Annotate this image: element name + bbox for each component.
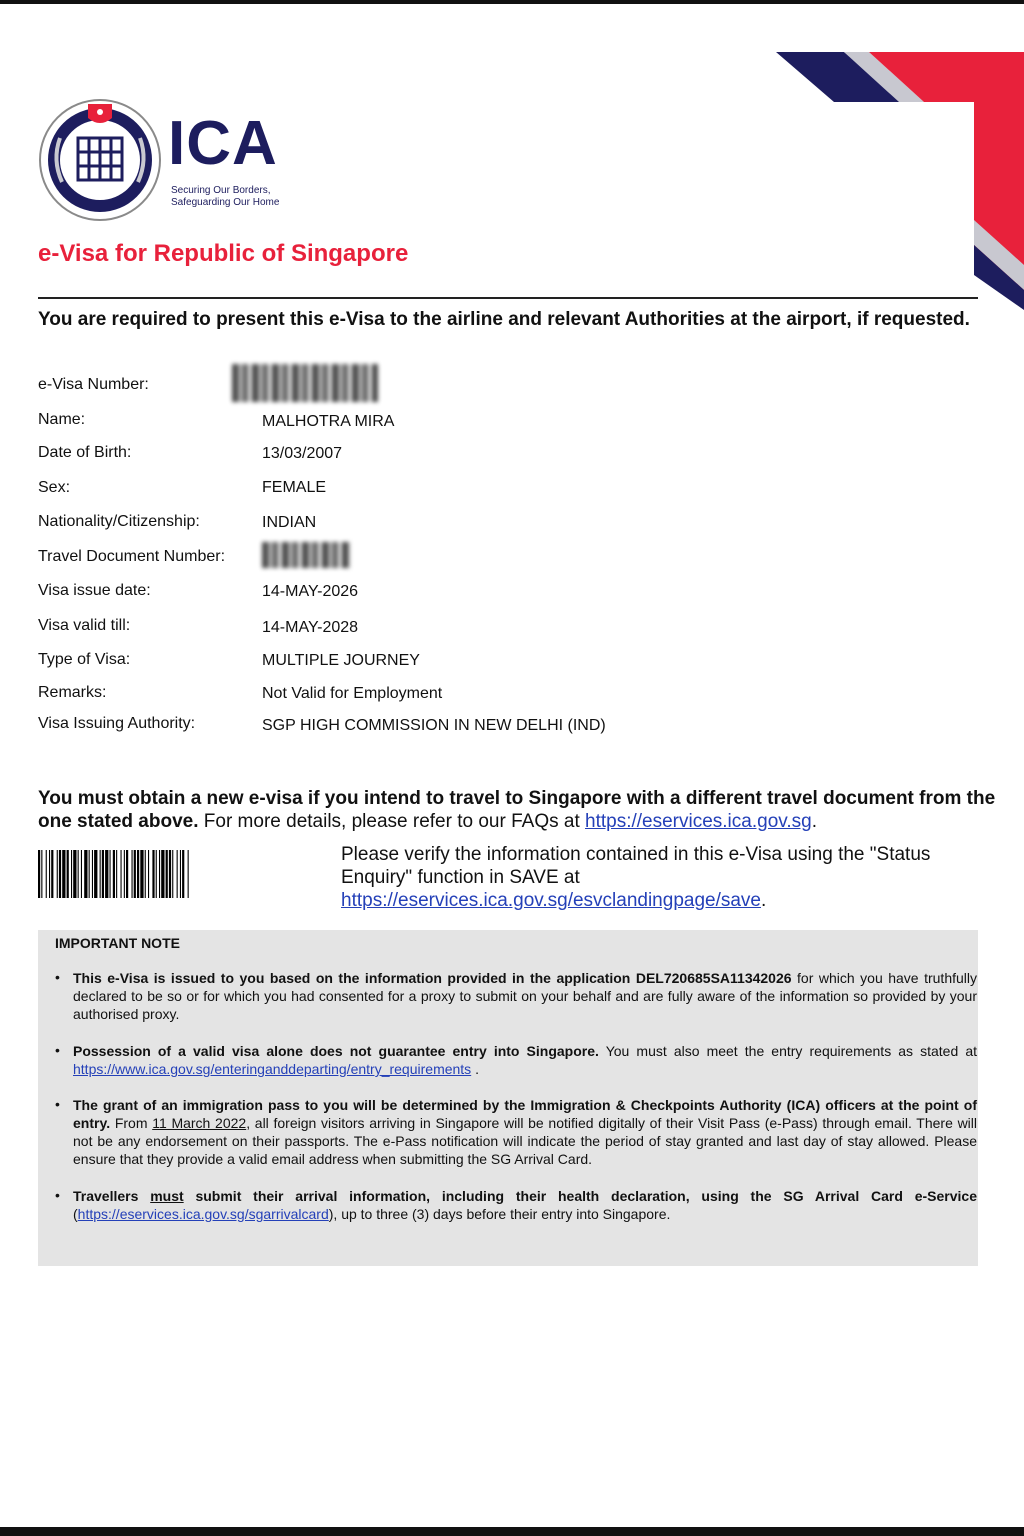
document-title: e-Visa for Republic of Singapore	[38, 240, 409, 267]
note-4-open-paren: (	[73, 1206, 78, 1222]
note-2-bold: Possession of a valid visa alone does not guarantee entry into Singapore.	[73, 1043, 599, 1059]
remarks-value: Not Valid for Employment	[262, 685, 443, 702]
evisa-number-label: e-Visa Number:	[38, 376, 149, 393]
dob-value: 13/03/2007	[262, 445, 343, 462]
valid-till-value: 14-MAY-2028	[262, 619, 359, 636]
nationality-label: Nationality/Citizenship:	[38, 513, 200, 530]
dob-label: Date of Birth:	[38, 444, 132, 461]
title-divider	[38, 297, 978, 299]
corner-stripes-decoration	[774, 50, 1024, 310]
note-4-text: ), up to three (3) days before their entry into Singapore.	[328, 1206, 671, 1222]
visa-type-value: MULTIPLE JOURNEY	[262, 652, 420, 669]
issue-date-label: Visa issue date:	[38, 582, 151, 599]
note-item-3	[73, 1096, 977, 1168]
note-2-suffix: .	[475, 1061, 479, 1077]
verify-instructions	[341, 843, 981, 912]
faq-prefix: For more details, please refer to our FAQs at	[203, 811, 580, 832]
sex-value: FEMALE	[262, 479, 327, 496]
note-4-bold-b: submit their arrival information, including their health declaration, using the SG Arrival Card e-Service	[195, 1188, 978, 1204]
bullet-4: •	[55, 1187, 60, 1203]
bottom-frame-edge	[0, 1527, 1024, 1536]
note-4-must: must	[150, 1188, 184, 1204]
travel-document-label: Travel Document Number:	[38, 548, 226, 565]
note-item-1	[73, 969, 977, 1023]
faq-link[interactable]: https://eservices.ica.gov.sg	[585, 811, 812, 832]
note-1-text: for which you have truthfully declared to be so or for which you had consented for a proxy to submit on your behalf and are fully aware of the information so provided by your authorised proxy.	[73, 970, 978, 1022]
verify-suffix: .	[761, 890, 767, 911]
note-2-text: You must also meet the entry requirements as stated at	[605, 1043, 978, 1059]
brand-wordmark: ICA	[168, 109, 278, 178]
valid-till-label: Visa valid till:	[38, 617, 131, 634]
note-3-date: 11 March 2022	[152, 1115, 247, 1131]
authority-label: Visa Issuing Authority:	[38, 715, 196, 732]
note-item-2	[73, 1042, 977, 1078]
new-evisa-notice-bold: You must obtain a new e-visa if you intend to travel to Singapore with a different travel document from the one stated above.	[38, 788, 996, 832]
note-1-bold: This e-Visa is issued to you based on the information provided in the application DEL720685SA11342026	[73, 970, 792, 986]
travel-document-redacted	[262, 542, 350, 568]
brand-tagline	[171, 185, 279, 209]
tagline-line-2: Safeguarding Our Home	[171, 197, 280, 208]
faq-suffix: .	[811, 811, 817, 832]
tagline-line-1: Securing Our Borders,	[171, 185, 271, 196]
verify-text: Please verify the information contained in this e-Visa using the "Status Enquiry" function in SAVE at	[341, 844, 931, 888]
name-label: Name:	[38, 411, 86, 428]
note-3-from: From	[114, 1115, 148, 1131]
issue-date-value: 14-MAY-2026	[262, 583, 359, 600]
note-3-text: , all foreign visitors arriving in Singapore will be notified digitally of their Visit Pass (e-Pass) through email. There will not be any endorsement on their passports. The e-Pass notification will indicate the period of stay granted and last day of stay allowed. Please ensure that they provide a valid email address when submitting the SG Arrival Card.	[73, 1115, 978, 1167]
bullet-3: •	[55, 1096, 60, 1112]
name-value: MALHOTRA MIRA	[262, 413, 395, 430]
top-frame-edge	[0, 0, 1024, 4]
remarks-label: Remarks:	[38, 684, 107, 701]
ica-crest-logo	[38, 98, 162, 222]
note-item-4	[73, 1187, 977, 1223]
visa-type-label: Type of Visa:	[38, 651, 131, 668]
nationality-value: INDIAN	[262, 514, 317, 531]
entry-requirements-link[interactable]: https://www.ica.gov.sg/enteringanddeparting/entry_requirements	[73, 1061, 472, 1077]
authority-value: SGP HIGH COMMISSION IN NEW DELHI (IND)	[262, 717, 606, 734]
new-evisa-notice	[38, 787, 998, 833]
save-status-enquiry-link[interactable]: https://eservices.ica.gov.sg/esvclandingpage/save	[341, 890, 761, 911]
bullet-1: •	[55, 969, 60, 985]
note-4-bold-a: Travellers	[73, 1188, 139, 1204]
bullet-2: •	[55, 1042, 60, 1058]
note-3-bold: The grant of an immigration pass to you will be determined by the Immigration & Checkpoints Authority (ICA) officers at the point of entry.	[73, 1097, 977, 1131]
important-note-title: IMPORTANT NOTE	[55, 935, 180, 951]
sg-arrival-card-link[interactable]: https://eservices.ica.gov.sg/sgarrivalcard	[77, 1206, 329, 1222]
sex-label: Sex:	[38, 479, 71, 496]
barcode	[38, 850, 308, 898]
evisa-number-redacted	[232, 364, 378, 402]
present-notice: You are required to present this e-Visa to the airline and relevant Authorities at the airport, if requested.	[38, 309, 970, 330]
